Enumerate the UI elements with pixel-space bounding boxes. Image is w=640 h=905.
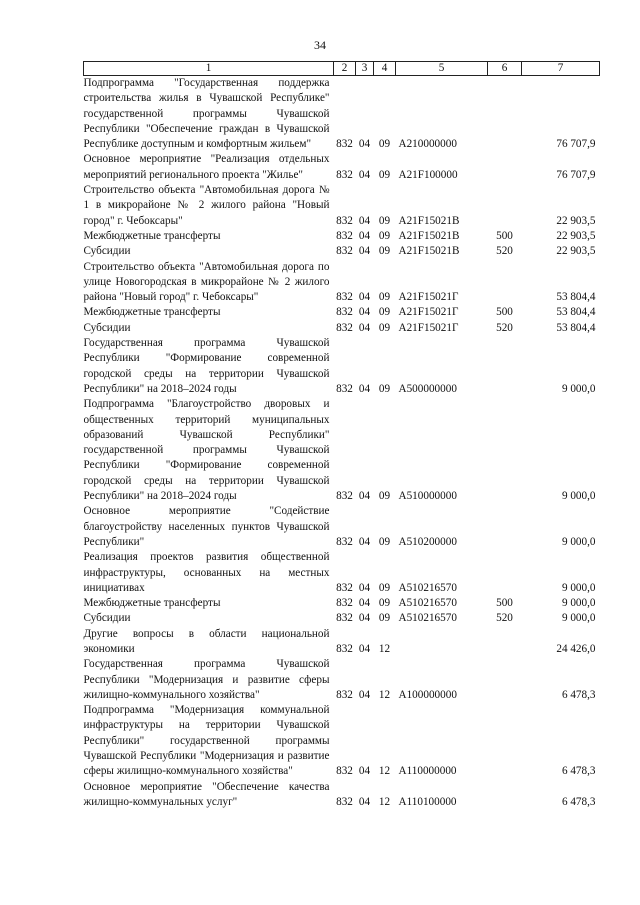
table-body [84,76,600,811]
table-row [84,152,600,183]
row-subsection: 09 [378,214,391,227]
row-name: Межбюджетные трансферты [83,229,221,242]
row-admin-code: 832 [336,229,353,242]
row-name: Подпрограмма "Модернизация коммунальной инфраструктуры на территории Чувашской Республики" государственной программы Чувашской Республики "Модернизация и развитие сферы жилищно-коммунального хозяйства" [83,704,330,778]
table-row [84,183,600,229]
row-target-article: A510000000 [398,490,457,503]
row-admin-code: 832 [336,597,353,610]
row-target-article: A21F15021Г [398,291,459,304]
row-amount: 9 000,0 [561,535,596,548]
row-name: Строительство объекта "Автомобильная дорога по улице Новогородская в микрорайоне № 2 жилого района "Новый город" г. Чебоксары" [83,260,330,304]
row-admin-code: 832 [336,765,353,778]
row-section: 04 [358,535,371,548]
row-section: 04 [358,306,371,319]
row-admin-code: 832 [336,245,353,258]
row-section: 04 [358,291,371,304]
table-row [84,627,600,658]
table-row [84,305,600,320]
table-row [84,611,600,626]
row-name: Субсидии [83,321,131,334]
row-amount: 76 707,9 [556,138,596,151]
row-subsection: 12 [378,765,391,778]
row-section: 04 [358,321,371,334]
row-subsection: 09 [378,597,391,610]
row-subsection: 09 [378,306,391,319]
row-admin-code: 832 [336,490,353,503]
row-target-article: A210000000 [398,138,457,151]
row-subsection: 09 [378,382,391,395]
header-col-6: 6 [488,62,522,76]
row-expense-type: 520 [496,321,513,334]
row-expense-type: 520 [496,245,513,258]
row-subsection: 09 [378,229,391,242]
row-amount: 9 000,0 [561,490,596,503]
row-admin-code: 832 [336,291,353,304]
header-col-7: 7 [522,62,600,76]
row-admin-code: 832 [336,138,353,151]
row-amount: 9 000,0 [561,597,596,610]
row-section: 04 [358,642,371,655]
row-expense-type [488,657,522,703]
row-amount: 22 903,5 [556,229,596,242]
row-name: Межбюджетные трансферты [83,306,221,319]
row-section: 04 [358,382,371,395]
row-amount: 22 903,5 [556,214,596,227]
row-amount: 22 903,5 [556,245,596,258]
table-row [84,596,600,611]
header-col-1: 1 [84,62,334,76]
row-admin-code: 832 [336,642,353,655]
row-target-article: A110000000 [398,765,457,778]
table-row [84,321,600,336]
row-target-article [396,627,488,658]
row-section: 04 [358,688,371,701]
header-col-5: 5 [396,62,488,76]
row-subsection: 12 [378,795,391,808]
row-amount: 76 707,9 [556,168,596,181]
row-name: Основное мероприятие "Обеспечение качества жилищно-коммунальных услуг" [83,780,330,808]
table-row [84,504,600,550]
row-admin-code: 832 [336,306,353,319]
row-expense-type [488,76,522,153]
row-target-article: A100000000 [398,688,457,701]
row-name: Строительство объекта "Автомобильная дорога № 1 в микрорайоне № 2 жилого района "Новый город" г. Чебоксары" [83,184,330,227]
row-expense-type: 500 [496,229,513,242]
row-name: Субсидии [83,612,131,625]
row-subsection: 09 [378,581,391,594]
table-row [84,76,600,153]
row-admin-code: 832 [336,581,353,594]
row-subsection: 09 [378,490,391,503]
row-section: 04 [358,581,371,594]
row-name: Межбюджетные трансферты [83,597,221,610]
row-subsection: 09 [378,612,391,625]
row-target-article: A510216570 [398,581,457,594]
row-target-article: A21F15021B [398,214,460,227]
row-subsection: 09 [378,245,391,258]
row-name: Основное мероприятие "Содействие благоустройству населенных пунктов Чувашской Республики" [83,505,330,548]
row-amount: 24 426,0 [556,642,596,655]
row-amount: 6 478,3 [561,688,596,701]
row-expense-type: 520 [496,612,513,625]
row-name: Субсидии [83,245,131,258]
row-target-article: A21F15021Г [398,321,459,334]
table-row [84,260,600,306]
table-row [84,336,600,397]
row-subsection: 12 [378,642,391,655]
budget-table [83,61,600,810]
row-amount: 53 804,4 [556,291,596,304]
row-expense-type [488,336,522,397]
row-amount: 6 478,3 [561,795,596,808]
row-admin-code: 832 [336,214,353,227]
row-target-article: A21F15021Г [398,306,459,319]
row-name: Основное мероприятие "Реализация отдельных мероприятий регионального проекта "Жилье" [83,153,330,181]
row-expense-type [488,504,522,550]
row-target-article: A21F15021B [398,229,460,242]
table-row [84,657,600,703]
table-row [84,229,600,244]
row-amount: 53 804,4 [556,306,596,319]
table-row [84,397,600,504]
row-amount: 6 478,3 [561,765,596,778]
row-admin-code: 832 [336,321,353,334]
table-row [84,780,600,811]
table-row [84,550,600,596]
row-amount: 9 000,0 [561,612,596,625]
row-admin-code: 832 [336,795,353,808]
header-col-4: 4 [374,62,396,76]
row-subsection: 09 [378,138,391,151]
row-amount: 9 000,0 [561,581,596,594]
row-admin-code: 832 [336,382,353,395]
row-target-article: A510216570 [398,612,457,625]
page-number: 34 [314,38,326,52]
row-name: Государственная программа Чувашской Республики "Модернизация и развитие сферы жилищно-коммунального хозяйства" [83,658,330,701]
row-admin-code: 832 [336,168,353,181]
row-expense-type [488,627,522,658]
row-expense-type [488,703,522,779]
row-section: 04 [358,229,371,242]
row-name: Реализация проектов развития общественной инфраструктуры, основанных на местных инициативах [83,551,330,594]
row-target-article: A500000000 [398,382,457,395]
row-name: Подпрограмма "Благоустройство дворовых и общественных территорий муниципальных образований Чувашской Республики" государственной программы Чувашской Республики "Формирование современной городской среды на территории Чувашской Республики" на 2018–2024 годы [83,398,330,503]
row-expense-type [488,550,522,596]
row-name: Государственная программа Чувашской Республики "Формирование современной городской среды на территории Чувашской Республики" на 2018–2024 годы [83,337,330,395]
row-subsection: 12 [378,688,391,701]
header-col-2: 2 [334,62,356,76]
row-expense-type: 500 [496,306,513,319]
row-admin-code: 832 [336,688,353,701]
row-name: Подпрограмма "Государственная поддержка строительства жилья в Чувашской Республике" государственной программы Чувашской Республики "Обеспечение граждан в Чувашской Республике доступным и комфортным жильем" [83,77,330,151]
row-admin-code: 832 [336,612,353,625]
row-expense-type: 500 [496,597,513,610]
row-subsection: 09 [378,321,391,334]
row-section: 04 [358,168,371,181]
row-expense-type [488,183,522,229]
row-expense-type [488,152,522,183]
row-expense-type [488,260,522,306]
table-row [84,244,600,259]
table-header-row [84,62,600,76]
row-section: 04 [358,490,371,503]
row-section: 04 [358,795,371,808]
row-section: 04 [358,765,371,778]
row-target-article: A21F15021B [398,245,460,258]
row-section: 04 [358,214,371,227]
row-section: 04 [358,138,371,151]
row-subsection: 09 [378,535,391,548]
table-row [84,703,600,779]
row-target-article: A21F100000 [398,168,458,181]
row-expense-type [488,397,522,504]
row-target-article: A110100000 [398,795,457,808]
row-target-article: A510216570 [398,597,457,610]
row-name: Другие вопросы в области национальной экономики [83,627,330,655]
row-subsection: 09 [378,291,391,304]
row-admin-code: 832 [336,535,353,548]
row-amount: 53 804,4 [556,321,596,334]
row-expense-type [488,780,522,811]
row-section: 04 [358,245,371,258]
row-section: 04 [358,612,371,625]
row-section: 04 [358,597,371,610]
row-amount: 9 000,0 [561,382,596,395]
row-subsection: 09 [378,168,391,181]
header-col-3: 3 [356,62,374,76]
row-target-article: A510200000 [398,535,457,548]
